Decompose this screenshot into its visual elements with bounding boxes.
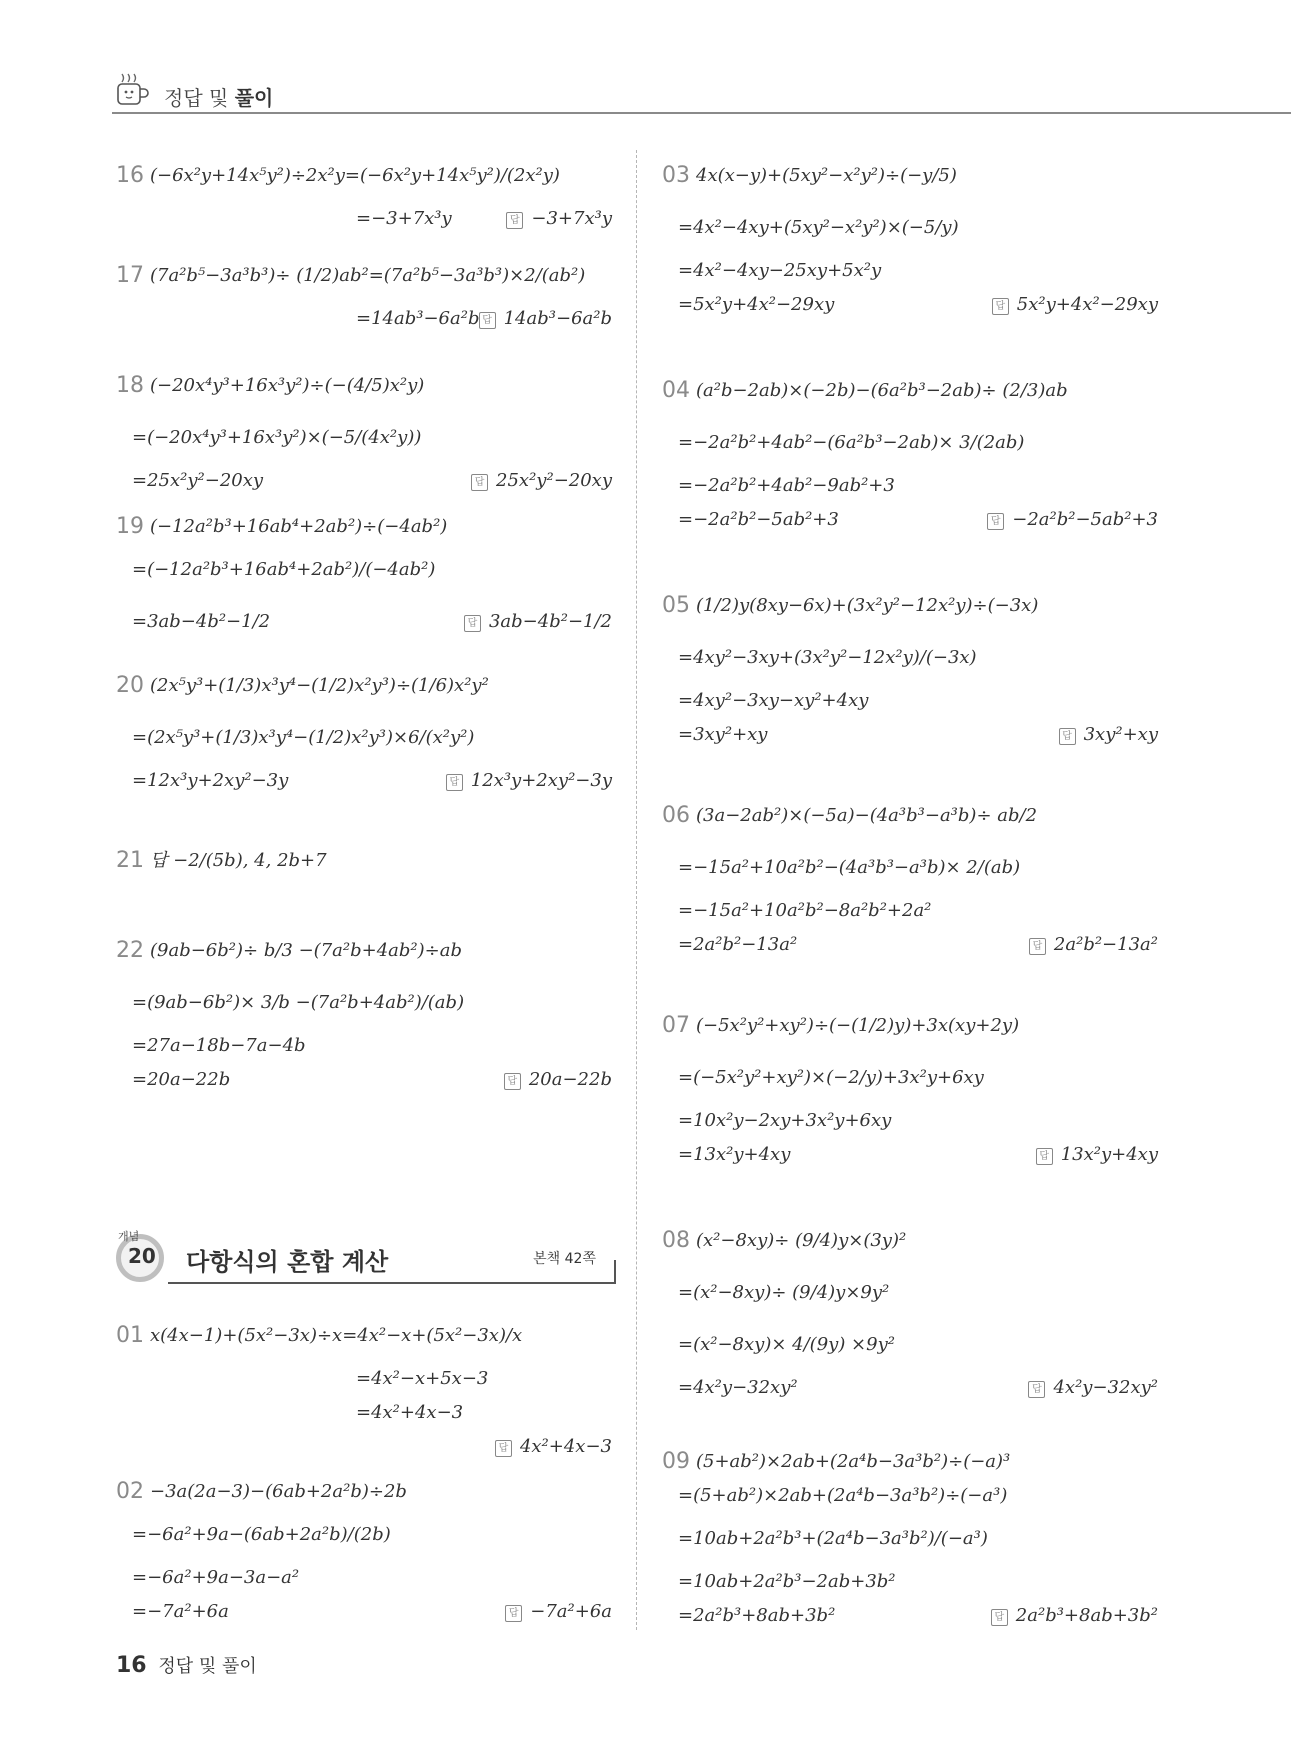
problem-05: [662, 580, 1162, 752]
answer-mark-icon: 답: [495, 1440, 512, 1457]
problem-number: 09: [662, 1449, 690, 1474]
section-number: 20: [128, 1244, 156, 1268]
answer-mark-icon: 답: [505, 1605, 522, 1622]
answer-mark-icon: 답: [446, 774, 463, 791]
expression: =3xy²+xy: [678, 724, 768, 745]
problem-number: 21: [116, 848, 144, 873]
problem-16: [116, 150, 616, 236]
expression: =−15a²+10a²b²−8a²b²+2a²: [678, 900, 932, 921]
problem-02: [116, 1475, 616, 1629]
expression: (1/2)y(8xy−6x)+(3x²y²−12x²y)÷(−3x): [696, 595, 1039, 616]
expression: =10ab+2a²b³+(2a⁴b−3a³b²)/(−a³): [678, 1528, 988, 1549]
section-rule-end: [614, 1260, 616, 1284]
problem-number: 18: [116, 373, 144, 398]
section-label: 개념: [118, 1230, 140, 1243]
expression: =−6a²+9a−3a−a²: [132, 1567, 300, 1588]
problem-09: [662, 1445, 1162, 1633]
problem-20: [116, 660, 616, 798]
answer-mark-icon: 답: [471, 474, 488, 491]
expression: =(5+ab²)×2ab+(2a⁴b−3a³b²)÷(−a³): [678, 1485, 1008, 1506]
expression: =−2a²b²+4ab²−9ab²+3: [678, 475, 895, 496]
problem-number: 07: [662, 1013, 690, 1038]
answer: 답 14ab³−6a²b: [479, 302, 612, 336]
answer: 답 20a−22b: [504, 1063, 612, 1097]
problem-18: [116, 360, 616, 498]
problem-number: 08: [662, 1228, 690, 1253]
problem-19: [116, 510, 616, 648]
header-rule: [112, 112, 1291, 114]
footer-text: 정답 및 풀이: [158, 1656, 257, 1677]
page-header: [112, 70, 1291, 118]
expression: =(9ab−6b²)× 3/b −(7a²b+4ab²)/(ab): [132, 992, 465, 1013]
column-divider: [636, 150, 637, 1630]
answer-mark-icon: 답: [987, 513, 1004, 530]
expression: =4x²+4x−3: [356, 1402, 464, 1423]
expression: (x²−8xy)÷ (9/4)y×(3y)²: [696, 1230, 907, 1251]
expression: (−20x⁴y³+16x³y²)÷(−(4/5)x²y): [150, 375, 425, 396]
expression: =27a−18b−7a−4b: [132, 1035, 306, 1056]
expression: =14ab³−6a²b: [356, 308, 480, 329]
section-heading: [116, 1230, 616, 1286]
problem-number: 20: [116, 673, 144, 698]
expression: =20a−22b: [132, 1069, 231, 1090]
expression: =4x²−4xy−25xy+5x²y: [678, 260, 882, 281]
expression: =(−5x²y²+xy²)×(−2/y)+3x²y+6xy: [678, 1067, 984, 1088]
expression: =(x²−8xy)× 4/(9y) ×9y²: [678, 1334, 895, 1355]
problem-number: 02: [116, 1479, 144, 1504]
expression: =−7a²+6a: [132, 1601, 229, 1622]
expression: =12x³y+2xy²−3y: [132, 770, 289, 791]
problem-number: 06: [662, 803, 690, 828]
problem-number: 19: [116, 514, 144, 539]
expression: =−15a²+10a²b²−(4a³b³−a³b)× 2/(ab): [678, 857, 1021, 878]
answer-mark-icon: 답: [1059, 728, 1076, 745]
answer: 답 4x²+4x−3: [495, 1430, 612, 1464]
expression: =(x²−8xy)÷ (9/4)y×9y²: [678, 1282, 890, 1303]
expression: (5+ab²)×2ab+(2a⁴b−3a³b²)÷(−a)³: [696, 1451, 1011, 1472]
expression: 답 −2/(5b), 4, 2b+7: [150, 850, 327, 871]
problem-number: 01: [116, 1323, 144, 1348]
answer: 답 12x³y+2xy²−3y: [446, 764, 612, 798]
expression: =4x²−x+5x−3: [356, 1368, 489, 1389]
answer: 답 4x²y−32xy²: [1028, 1371, 1158, 1405]
answer: 답 −3+7x³y: [506, 202, 612, 236]
expression: =(−12a²b³+16ab⁴+2ab²)/(−4ab²): [132, 559, 436, 580]
expression: =25x²y²−20xy: [132, 470, 264, 491]
answer-mark-icon: 답: [1029, 938, 1046, 955]
problem-03: [662, 150, 1162, 322]
expression: =−3+7x³y: [356, 208, 452, 229]
answer: 답 2a²b²−13a²: [1029, 928, 1158, 962]
expression: =5x²y+4x²−29xy: [678, 294, 835, 315]
expression: (9ab−6b²)÷ b/3 −(7a²b+4ab²)÷ab: [150, 940, 462, 961]
answer-mark-icon: 답: [992, 298, 1009, 315]
answer-mark-icon: 답: [991, 1609, 1008, 1626]
problem-number: 22: [116, 938, 144, 963]
expression: (2x⁵y³+(1/3)x³y⁴−(1/2)x²y³)÷(1/6)x²y²: [150, 675, 489, 696]
expression: =(−20x⁴y³+16x³y²)×(−5/(4x²y)): [132, 427, 422, 448]
page-number: 16: [116, 1653, 147, 1678]
answer-mark-icon: 답: [479, 312, 496, 329]
problem-01: [116, 1310, 616, 1464]
problem-04: [662, 365, 1162, 537]
problem-22: [116, 925, 616, 1097]
expression: (3a−2ab²)×(−5a)−(4a³b³−a³b)÷ ab/2: [696, 805, 1038, 826]
problem-number: 05: [662, 593, 690, 618]
problem-number: 17: [116, 263, 144, 288]
expression: =−6a²+9a−(6ab+2a²b)/(2b): [132, 1524, 391, 1545]
problem-07: [662, 1000, 1162, 1172]
expression: =(2x⁵y³+(1/3)x³y⁴−(1/2)x²y³)×6/(x²y²): [132, 727, 475, 748]
expression: (a²b−2ab)×(−2b)−(6a²b³−2ab)÷ (2/3)ab: [696, 380, 1068, 401]
expression: =4xy²−3xy−xy²+4xy: [678, 690, 869, 711]
expression: =4xy²−3xy+(3x²y²−12x²y)/(−3x): [678, 647, 977, 668]
page-footer: [116, 1652, 257, 1678]
expression: (−12a²b³+16ab⁴+2ab²)÷(−4ab²): [150, 516, 448, 537]
problem-number: 03: [662, 163, 690, 188]
expression: x(4x−1)+(5x²−3x)÷x=4x²−x+(5x²−3x)/x: [150, 1325, 523, 1346]
teacup-icon: [112, 70, 152, 110]
answer-mark-icon: 답: [504, 1073, 521, 1090]
problem-number: 16: [116, 163, 144, 188]
expression: 4x(x−y)+(5xy²−x²y²)÷(−y/5): [696, 165, 957, 186]
expression: =10ab+2a²b³−2ab+3b²: [678, 1571, 896, 1592]
section-title: 다항식의 혼합 계산: [186, 1248, 389, 1276]
problem-number: 04: [662, 378, 690, 403]
section-rule: [168, 1282, 616, 1284]
expression: (−5x²y²+xy²)÷(−(1/2)y)+3x(xy+2y): [696, 1015, 1020, 1036]
expression: −3a(2a−3)−(6ab+2a²b)÷2b: [150, 1481, 407, 1502]
expression: (−6x²y+14x⁵y²)÷2x²y=(−6x²y+14x⁵y²)/(2x²y): [150, 165, 560, 186]
answer: 답 5x²y+4x²−29xy: [992, 288, 1158, 322]
answer: 답 −2a²b²−5ab²+3: [987, 503, 1158, 537]
answer-mark-icon: 답: [506, 212, 523, 229]
section-reference: 본책 42쪽: [533, 1251, 596, 1267]
expression: =4x²−4xy+(5xy²−x²y²)×(−5/y): [678, 217, 959, 238]
header-title: 정답 및 풀이: [164, 86, 274, 110]
expression: =10x²y−2xy+3x²y+6xy: [678, 1110, 892, 1131]
expression: =−2a²b²−5ab²+3: [678, 509, 839, 530]
expression: =4x²y−32xy²: [678, 1377, 798, 1398]
expression: =2a²b²−13a²: [678, 934, 798, 955]
expression: =−2a²b²+4ab²−(6a²b³−2ab)× 3/(2ab): [678, 432, 1025, 453]
problem-17: [116, 250, 616, 336]
expression: (7a²b⁵−3a³b³)÷ (1/2)ab²=(7a²b⁵−3a³b³)×2/(ab²): [150, 265, 586, 286]
problem-06: [662, 790, 1162, 962]
answer: 답 −7a²+6a: [505, 1595, 612, 1629]
expression: =2a²b³+8ab+3b²: [678, 1605, 836, 1626]
answer: 답 25x²y²−20xy: [471, 464, 612, 498]
answer: 답 3xy²+xy: [1059, 718, 1158, 752]
answer-mark-icon: 답: [1036, 1148, 1053, 1165]
answer: 답 3ab−4b²−1/2: [464, 596, 612, 648]
answer-mark-icon: 답: [464, 615, 481, 632]
answer-mark-icon: 답: [1028, 1381, 1045, 1398]
problem-21: [116, 835, 616, 887]
expression: =13x²y+4xy: [678, 1144, 791, 1165]
expression: =3ab−4b²−1/2: [132, 611, 271, 632]
problem-08: [662, 1215, 1162, 1405]
answer: 답 13x²y+4xy: [1036, 1138, 1158, 1172]
answer: 답 2a²b³+8ab+3b²: [991, 1599, 1158, 1633]
